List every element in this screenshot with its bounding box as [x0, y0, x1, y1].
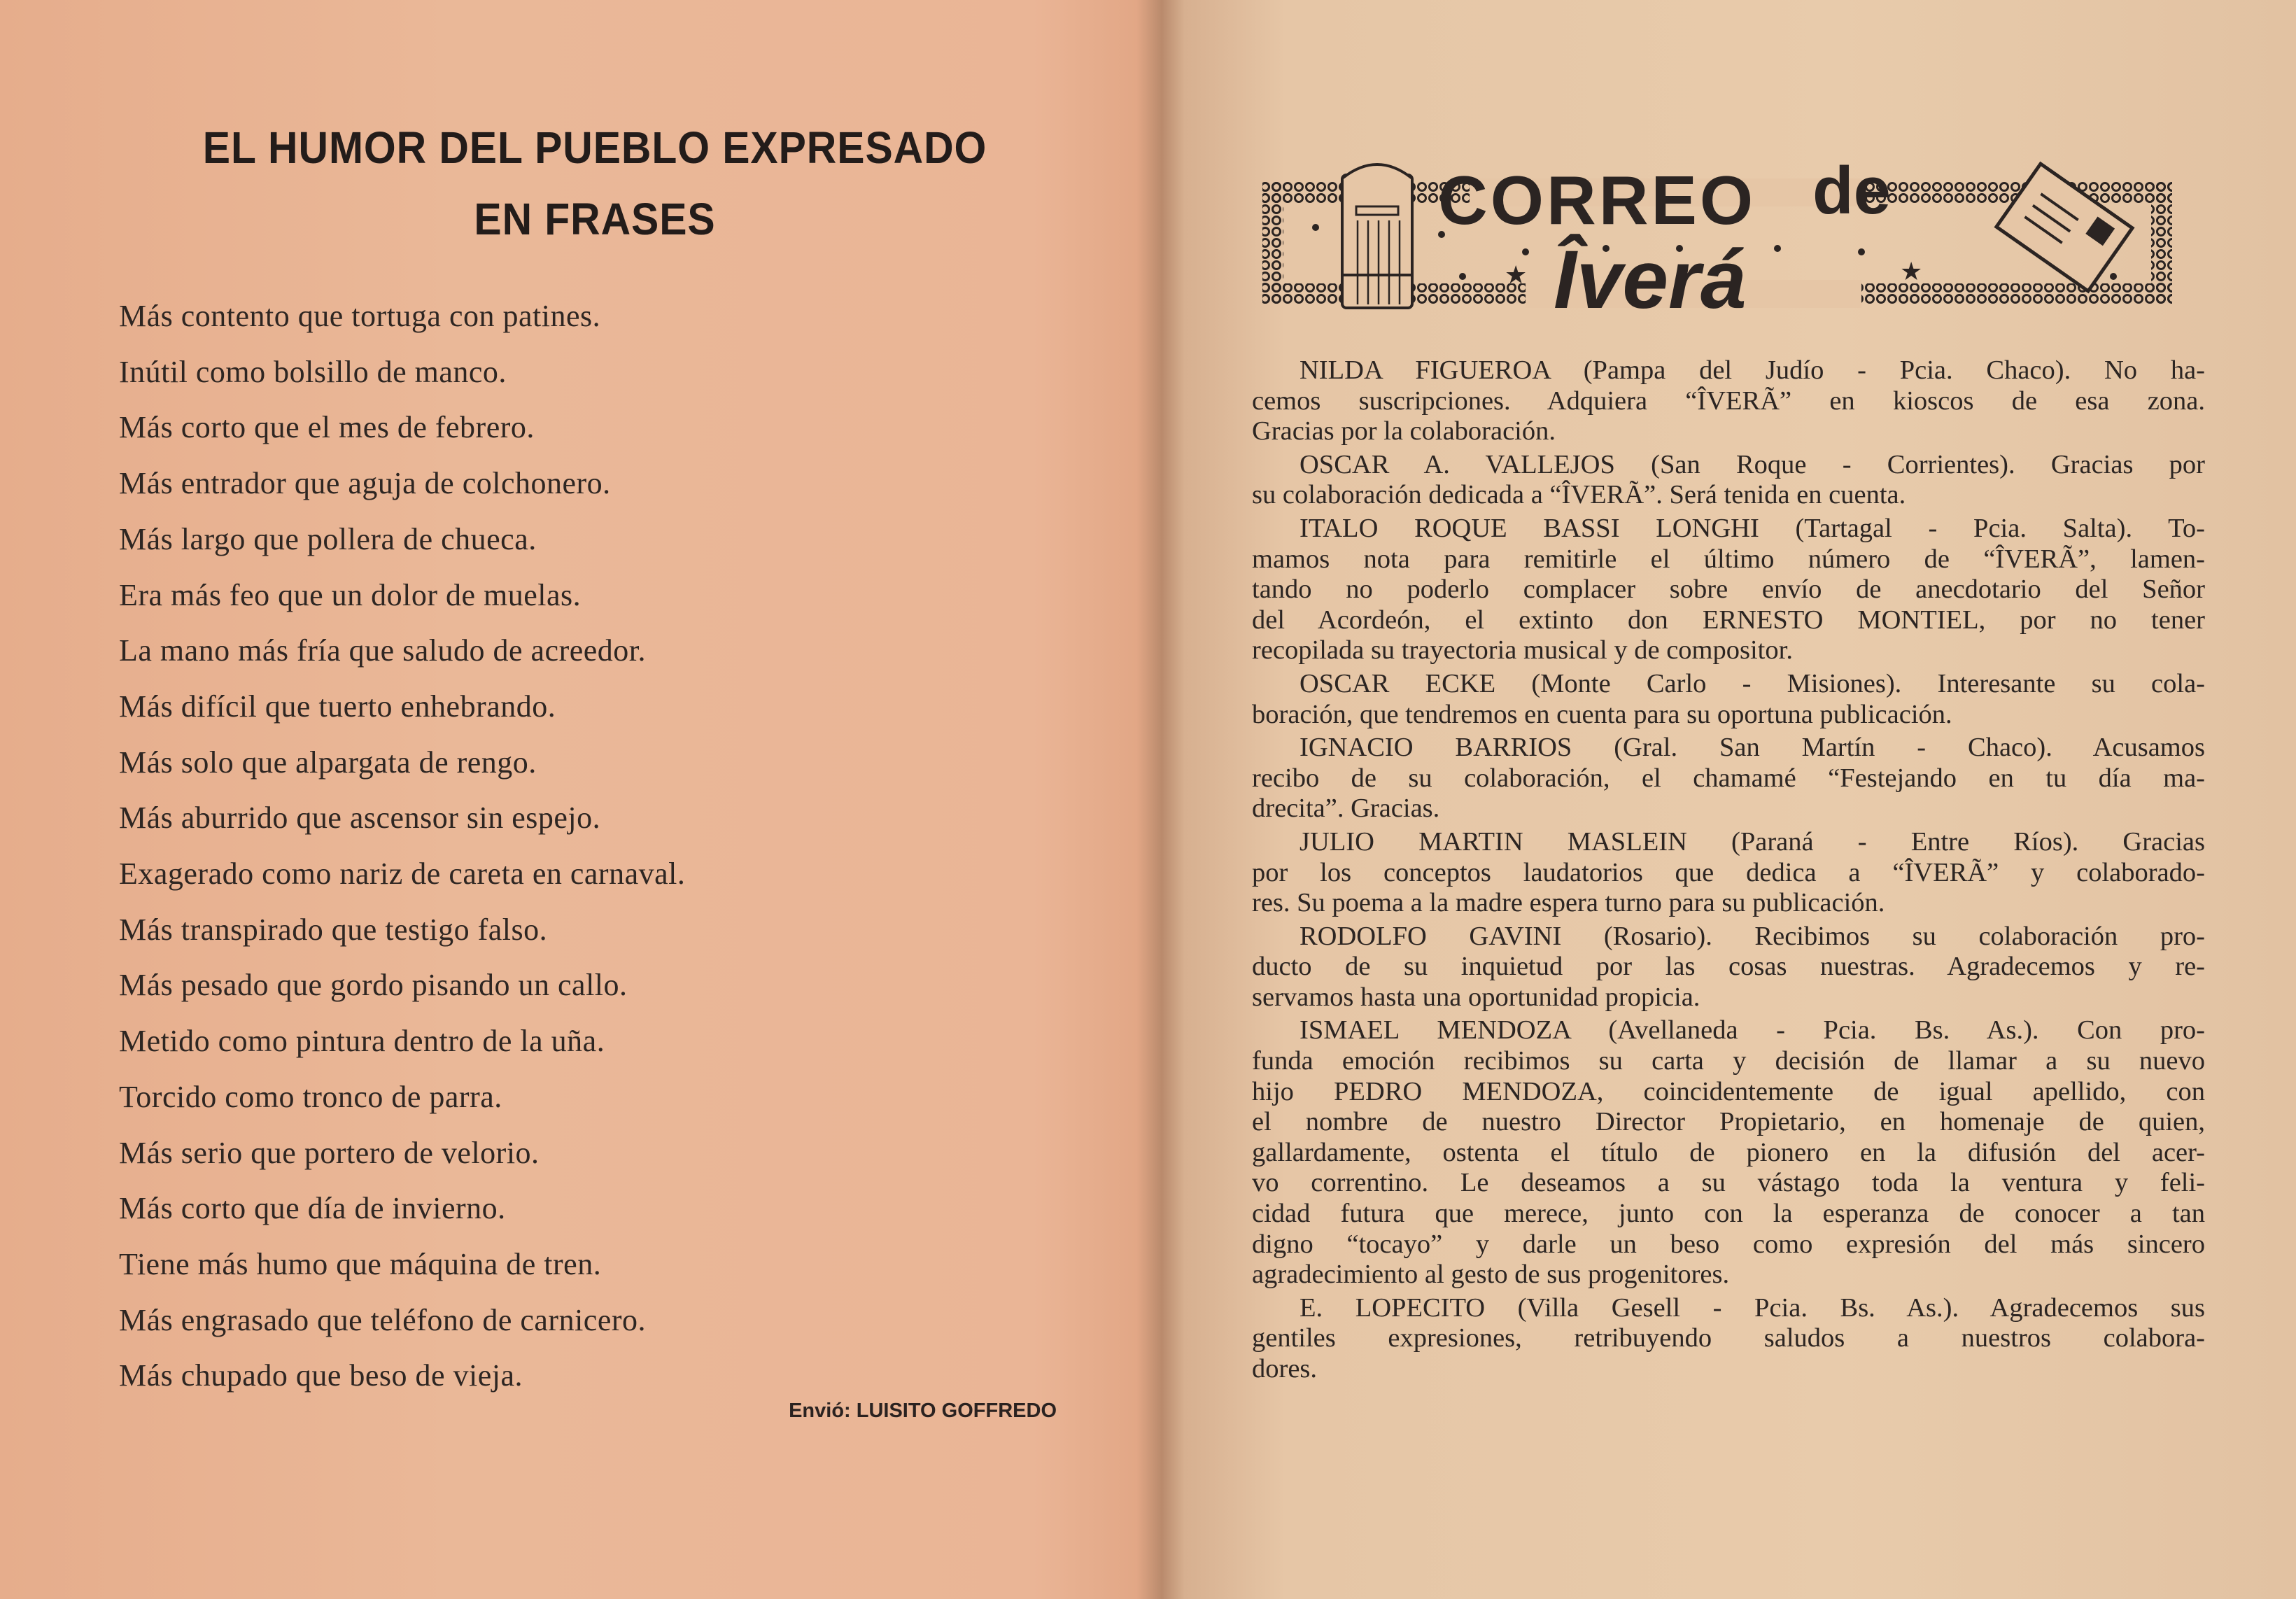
letter-line: ISMAEL MENDOZA (Avellaneda - Pcia. Bs. As.). Con pro- [1300, 1015, 2205, 1045]
letter-line: recopilada su trayectoria musical y de compositor. [1252, 635, 1793, 665]
letter-line: res. Su poema a la madre espera turno para su publicación. [1252, 888, 1885, 918]
logo-word-correo: CORREO [1438, 162, 1756, 239]
letter-line: ITALO ROQUE BASSI LONGHI (Tartagal - Pcia. Salta). To- [1300, 513, 2205, 543]
letter-line: IGNACIO BARRIOS (Gral. San Martín - Chaco). Acusamos [1300, 733, 2205, 763]
letter-line: Gracias por la colaboración. [1252, 416, 1556, 446]
letter-line: el nombre de nuestro Director Propietario, en homenaje de quien, [1252, 1107, 2205, 1137]
letter-line: boración, que tendremos en cuenta para su oportuna publicación. [1252, 699, 1952, 729]
phrase-item: Más chupado que beso de vieja. [119, 1358, 523, 1393]
letter-line: funda emoción recibimos su carta y decisión de llamar a su nuevo [1252, 1046, 2205, 1076]
phrase-item: Torcido como tronco de parra. [119, 1079, 502, 1114]
star-icon: ★ [1900, 258, 1923, 286]
letter-line: ducto de su inquietud por las cosas nuestras. Agradecemos y re- [1252, 952, 2205, 982]
letter-line: por los conceptos laudatorios que dedica a “ÎVERÃ” y colaborado- [1252, 857, 2205, 887]
right-page [1190, 0, 2296, 1599]
logo-word-ivera: Îverá [1554, 234, 1747, 318]
phrase-item: Más corto que día de invierno. [119, 1191, 506, 1226]
article-title [150, 112, 1039, 255]
phrase-item: Exagerado como nariz de careta en carnaval. [119, 857, 686, 892]
letter-reply [1252, 450, 2205, 511]
letter-line: del Acordeón, el extinto don ERNESTO MONTIEL, por no tener [1252, 605, 2205, 635]
letter-reply [1252, 827, 2205, 919]
letter-reply [1252, 1015, 2205, 1290]
letter-line: digno “tocayo” y darle un beso como expresión del más sincero [1252, 1229, 2205, 1259]
phrase-list [119, 288, 685, 1404]
phrase-item: Más engrasado que teléfono de carnicero. [119, 1302, 647, 1337]
phrase-item: Más difícil que tuerto enhebrando. [119, 689, 556, 724]
phrase-item: Más solo que alpargata de rengo. [119, 745, 537, 780]
phrase-item: Más entrador que aguja de colchonero. [119, 466, 611, 501]
letter-line: OSCAR A. VALLEJOS (San Roque - Corrientes). Gracias por [1300, 449, 2205, 479]
letter-line: gentiles expresiones, retribuyendo saludos a nuestros colabora- [1252, 1323, 2205, 1353]
correo-de-ivera-logo [1260, 136, 2183, 318]
phrase-item: Más aburrido que ascensor sin espejo. [119, 801, 601, 836]
letter-reply [1252, 355, 2205, 447]
logo-word-de: de [1812, 153, 1892, 228]
letter-reply [1252, 514, 2205, 666]
title-line-1: EL HUMOR DEL PUEBLO EXPRESADO [202, 122, 987, 173]
letter-line: OSCAR ECKE (Monte Carlo - Misiones). Interesante su cola- [1300, 668, 2205, 698]
phrase-item: Más transpirado que testigo falso. [119, 912, 548, 947]
letter-line: hijo PEDRO MENDOZA, coincidentemente de igual apellido, con [1252, 1076, 2205, 1106]
letter-line: E. LOPECITO (Villa Gesell - Pcia. Bs. As.). Agradecemos sus [1300, 1292, 2205, 1323]
title-line-2: EN FRASES [474, 194, 716, 244]
letter-line: mamos nota para remitirle el último número de “ÎVERÃ”, lamen- [1252, 544, 2205, 574]
phrase-item: La mano más fría que saludo de acreedor. [119, 633, 647, 668]
letter-reply [1252, 669, 2205, 730]
letter-reply [1252, 1293, 2205, 1385]
letter-line: su colaboración dedicada a “ÎVERÃ”. Será tenida en cuenta. [1252, 480, 1906, 510]
letter-line: servamos hasta una oportunidad propicia. [1252, 982, 1700, 1012]
letter-line: agradecimiento al gesto de sus progenitores. [1252, 1260, 1730, 1290]
mailbox-icon [1342, 164, 1412, 308]
letter-line: gallardamente, ostenta el título de pionero en la difusión del acer- [1252, 1137, 2205, 1167]
phrase-item: Más largo que pollera de chueca. [119, 521, 537, 556]
phrase-item: Inútil como bolsillo de manco. [119, 354, 507, 389]
reader-letters [1252, 355, 2205, 1388]
phrase-item: Más corto que el mes de febrero. [119, 410, 535, 445]
letter-line: dores. [1252, 1354, 1318, 1383]
letter-line: tando no poderlo complacer sobre envío de anecdotario del Señor [1252, 575, 2205, 605]
phrase-item: Era más feo que un dolor de muelas. [119, 577, 582, 612]
phrase-item: Más contento que tortuga con patines. [119, 299, 601, 333]
star-icon: ★ [1505, 261, 1528, 289]
letter-line: cemos suscripciones. Adquiera “ÎVERÃ” en kioscos de esa zona. [1252, 386, 2205, 416]
letter-line: RODOLFO GAVINI (Rosario). Recibimos su colaboración pro- [1300, 921, 2205, 951]
letter-line: vo correntino. Le deseamos a su vástago toda la ventura y feli- [1252, 1168, 2205, 1198]
phrase-item: Tiene más humo que máquina de tren. [119, 1246, 602, 1281]
letter-line: NILDA FIGUEROA (Pampa del Judío - Pcia. Chaco). No ha- [1300, 355, 2205, 385]
letter-line: recibo de su colaboración, el chamamé “Festejando en tu día ma- [1252, 763, 2205, 793]
phrase-item: Más serio que portero de velorio. [119, 1135, 540, 1170]
credit-line: Envió: LUISITO GOFFREDO [789, 1400, 1057, 1422]
letter-line: cidad futura que merece, junto con la esperanza de conocer a tan [1252, 1199, 2205, 1229]
phrase-item: Metido como pintura dentro de la uña. [119, 1024, 605, 1059]
letter-line: drecita”. Gracias. [1252, 794, 1440, 824]
letter-reply [1252, 922, 2205, 1013]
letter-reply [1252, 733, 2205, 824]
letter-line: JULIO MARTIN MASLEIN (Paraná - Entre Ríos). Gracias [1300, 826, 2205, 857]
phrase-item: Más pesado que gordo pisando un callo. [119, 968, 628, 1003]
